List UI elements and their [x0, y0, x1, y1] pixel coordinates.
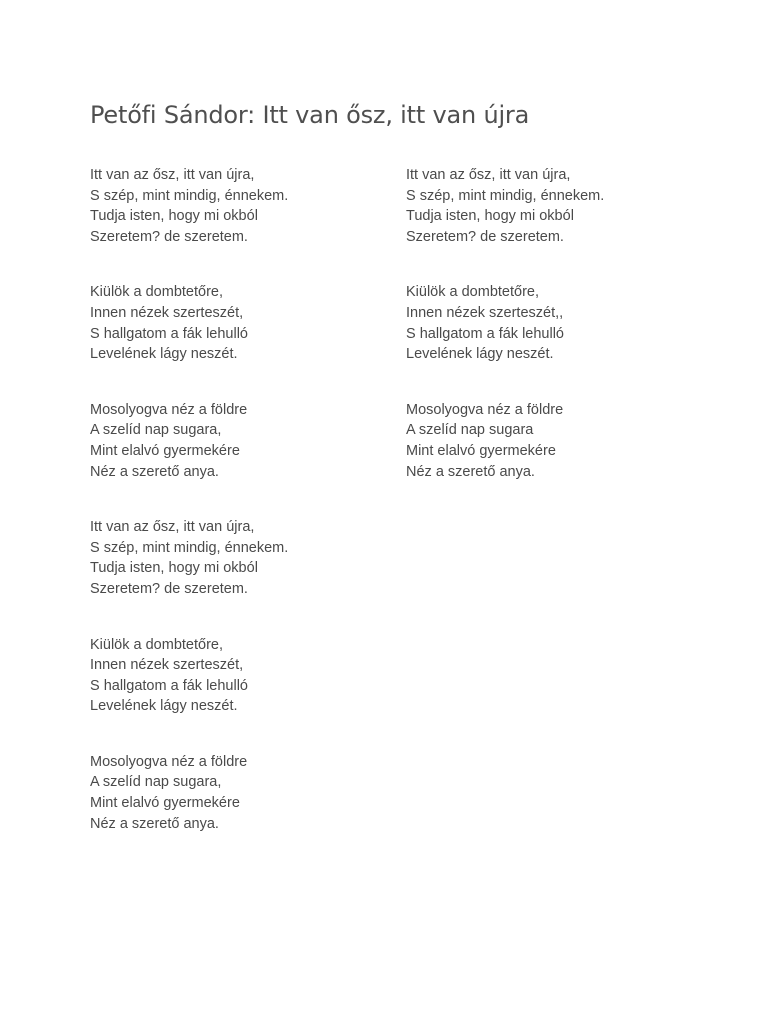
poem-line: Itt van az ősz, itt van újra,: [406, 167, 571, 183]
poem-line: Innen nézek szerteszét,: [90, 304, 244, 321]
poem-line: Kiülök a dombtetőre,: [90, 636, 223, 653]
poem-line: Mint elalvó gyermekére: [406, 442, 556, 459]
poem-line: Szeretem? de szeretem.: [406, 228, 564, 245]
stanza: [90, 517, 390, 599]
stanza: [406, 282, 706, 364]
left-poem-column: [90, 165, 390, 869]
poem-line: Kiülök a dombtetőre,: [90, 284, 223, 301]
poem-line: Tudja isten, hogy mi okból: [90, 560, 258, 577]
poem-line: S szép, mint mindig, énnekem.: [90, 539, 289, 556]
poem-line: Mosolyogva néz a földre: [406, 401, 564, 418]
poem-line: Néz a szerető anya.: [90, 463, 219, 480]
poem-line: Innen nézek szerteszét,: [90, 657, 244, 674]
poem-line: Néz a szerető anya.: [406, 463, 535, 480]
poem-line: Tudja isten, hogy mi okból: [90, 208, 258, 225]
poem-line: Mosolyogva néz a földre: [90, 753, 248, 770]
poem-line: Mosolyogva néz a földre: [90, 401, 248, 418]
poem-line: Tudja isten, hogy mi okból: [406, 208, 574, 225]
poem-line: Levelének lágy neszét.: [90, 698, 238, 715]
poem-line: A szelíd nap sugara,: [90, 422, 222, 439]
stanza: [90, 635, 390, 717]
stanza: [90, 400, 390, 482]
stanza: [90, 752, 390, 834]
poem-line: Szeretem? de szeretem.: [90, 228, 248, 245]
poem-line: S szép, mint mindig, énnekem.: [406, 187, 605, 204]
poem-line: Itt van az ősz, itt van újra,: [90, 167, 255, 183]
poem-line: S hallgatom a fák lehulló: [90, 325, 248, 342]
stanza: [90, 165, 390, 247]
poem-line: Mint elalvó gyermekére: [90, 795, 240, 812]
poem-line: Szeretem? de szeretem.: [90, 580, 248, 597]
stanza: [406, 165, 706, 247]
poem-line: S szép, mint mindig, énnekem.: [90, 187, 289, 204]
poem-line: S hallgatom a fák lehulló: [406, 325, 564, 342]
poem-line: A szelíd nap sugara,: [90, 774, 222, 791]
poem-line: Néz a szerető anya.: [90, 815, 219, 832]
stanza: [406, 400, 706, 482]
poem-line: Itt van az ősz, itt van újra,: [90, 519, 255, 536]
poem-line: S hallgatom a fák lehulló: [90, 677, 248, 694]
stanza: [90, 282, 390, 364]
poem-line: Levelének lágy neszét.: [90, 346, 238, 363]
right-poem-column: [406, 165, 706, 517]
poem-line: A szelíd nap sugara: [406, 422, 534, 439]
poem-line: Kiülök a dombtetőre,: [406, 284, 539, 301]
poem-line: Innen nézek szerteszét,,: [406, 304, 564, 321]
poem-line: Mint elalvó gyermekére: [90, 442, 240, 459]
poem-line: Levelének lágy neszét.: [406, 346, 554, 363]
page-title: Petőfi Sándor: Itt van ősz, itt van újra: [90, 101, 530, 129]
